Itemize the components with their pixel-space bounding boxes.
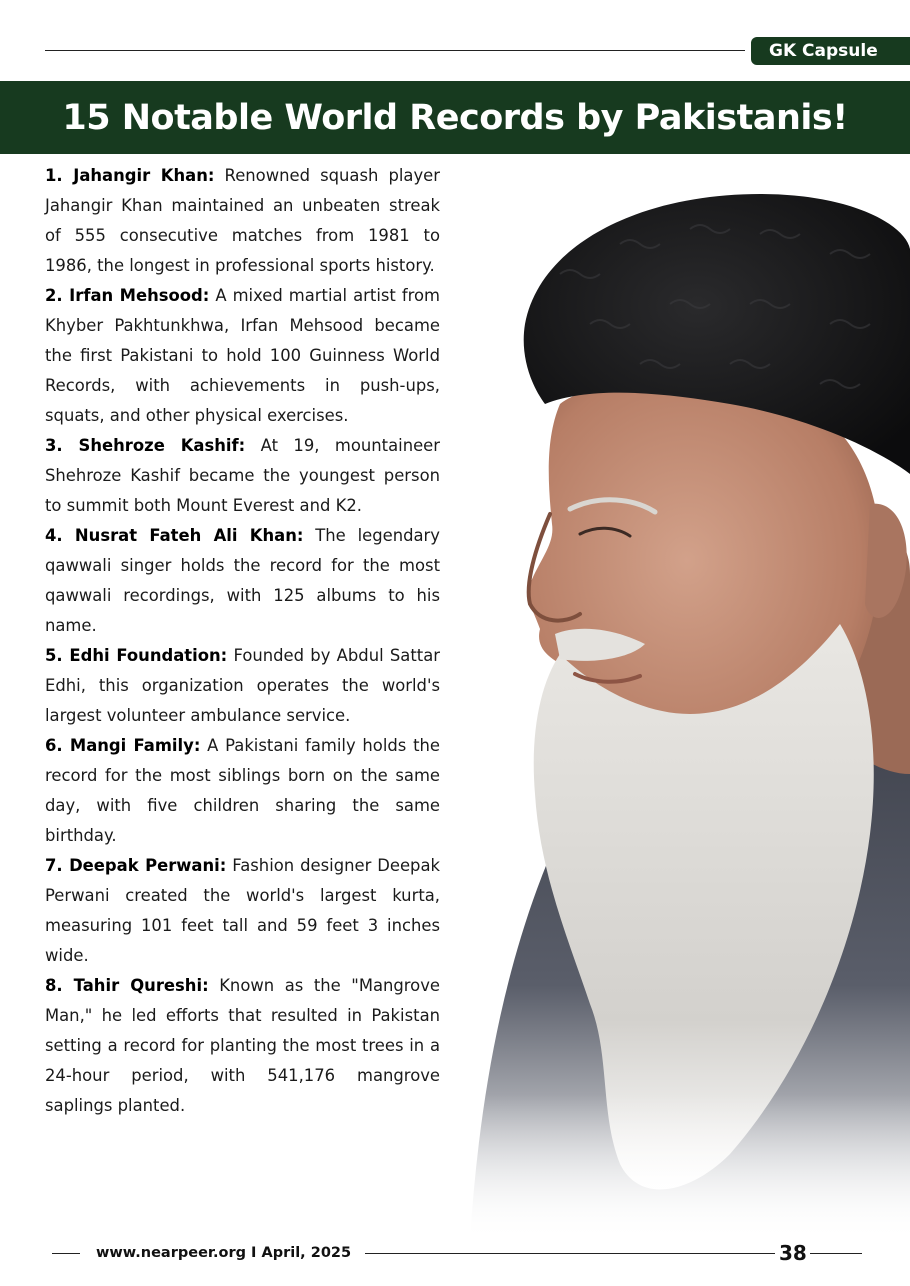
record-item [45,851,440,971]
record-heading: 5. Edhi Foundation: [45,646,228,665]
record-heading: 4. Nusrat Fateh Ali Khan: [45,526,304,545]
record-item [45,971,440,1121]
record-text: Known as the "Mangrove Man," he led efforts that resulted in Pakistan setting a record for planting the most trees in a 24-hour period, with 541,176 mangrove saplings planted. [45,976,440,1115]
title-banner [0,81,910,154]
page-number: 38 [779,1241,807,1265]
record-item [45,521,440,641]
record-heading: 3. Shehroze Kashif: [45,436,246,455]
footer-rule-middle [365,1253,775,1254]
section-tag: GK Capsule [751,37,910,65]
footer-site-date: www.nearpeer.org I April, 2025 [96,1245,352,1261]
record-item [45,431,440,521]
record-text: Founded by Abdul Sattar Edhi, this organization operates the world's largest volunteer ambulance service. [45,646,440,725]
page-title: 15 Notable World Records by Pakistanis! [62,97,848,138]
record-item [45,641,440,731]
records-list [45,161,440,1121]
record-heading: 7. Deepak Perwani: [45,856,227,875]
record-text: Fashion designer Deepak Perwani created the world's largest kurta, measuring 101 feet tall and 59 feet 3 inches wide. [45,856,440,965]
record-heading: 6. Mangi Family: [45,736,201,755]
record-item [45,161,440,281]
header-rule [45,50,745,51]
portrait-illustration [440,154,910,1240]
record-item [45,731,440,851]
record-heading: 1. Jahangir Khan: [45,166,215,185]
record-text: A Pakistani family holds the record for the most siblings born on the same day, with five children sharing the same birthday. [45,736,440,845]
record-text: A mixed martial artist from Khyber Pakhtunkhwa, Irfan Mehsood became the first Pakistani to hold 100 Guinness World Records, with achievements in push-ups, squats, and other physical exercises. [45,286,440,425]
record-text: Renowned squash player Jahangir Khan maintained an unbeaten streak of 555 consecutive matches from 1981 to 1986, the longest in professional sports history. [45,166,440,275]
record-text: The legendary qawwali singer holds the record for the most qawwali recordings, with 125 albums to his name. [45,526,440,635]
record-heading: 2. Irfan Mehsood: [45,286,210,305]
record-text: At 19, mountaineer Shehroze Kashif became the youngest person to summit both Mount Everest and K2. [45,436,440,515]
footer-rule-right [810,1253,862,1254]
footer-rule-left [52,1253,80,1254]
record-item [45,281,440,431]
record-heading: 8. Tahir Qureshi: [45,976,209,995]
